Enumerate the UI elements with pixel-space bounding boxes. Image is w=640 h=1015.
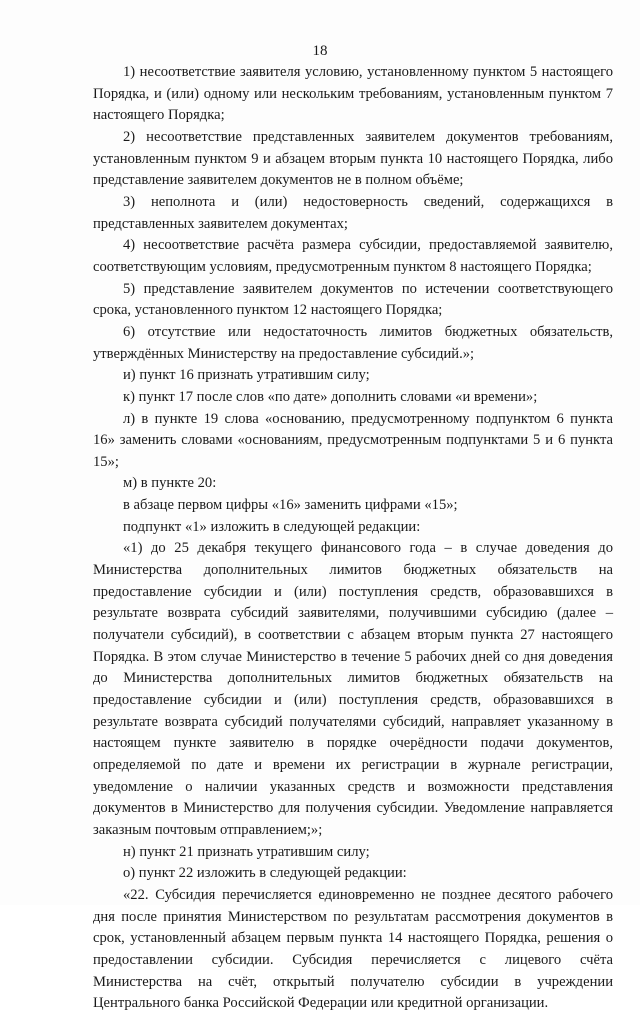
- paragraph-7: и) пункт 16 признать утратившим силу;: [123, 367, 370, 384]
- paragraph-12: подпункт «1» изложить в следующей редакции:: [123, 518, 421, 535]
- page-number: 18: [312, 43, 328, 59]
- paragraph-4: 4) несоответствие расчёта размера субсидии, предоставляемой заявителю, соответствующим условиям, предусмотренным пунктом 8 настоящего Порядка;: [93, 237, 613, 275]
- paragraph-15: о) пункт 22 изложить в следующей редакции:: [123, 865, 407, 882]
- paragraph-13: «1) до 25 декабря текущего финансового года – в случае доведения до Министерства дополнительных лимитов бюджетных обязательств на предоставление субсидии и (или) поступления средств, образовавшихся в результате возврата субсидий заявителями, получившими субсидию (далее – получатели субсидий), в соответствии с абзацем вторым пункта 27 настоящего Порядка. В этом случае Министерство в течение 5 рабочих дней со дня доведения до Министерства дополнительных лимитов бюджетных обязательств на предоставление субсидии и (или) поступления средств, образовавшихся в результате возврата субсидий получателями субсидий, направляет указанному в настоящем пункте заявителю в порядке очерёдности подачи документов, определяемой по дате и времени их регистрации в журнале регистрации, уведомление о наличии указанных средств и возможности представления документов в Министерство для получения субсидии. Уведомление направляется заказным почтовым отправлением;»;: [93, 540, 613, 838]
- paragraph-9: л) в пункте 19 слова «основанию, предусмотренному подпунктом 6 пункта 16» заменить словами «основаниям, предусмотренным подпунктами 5 и 6 пункта 15»;: [93, 410, 613, 470]
- paragraph-14: н) пункт 21 признать утратившим силу;: [123, 843, 370, 860]
- paragraph-1: 1) несоответствие заявителя условию, установленному пунктом 5 настоящего Порядка, и (или) одному или нескольким требованиям, установленным пунктом 7 настоящего Порядка;: [93, 64, 613, 124]
- paragraph-6: 6) отсутствие или недостаточность лимитов бюджетных обязательств, утверждённых Министерству на предоставление субсидий.»;: [93, 323, 613, 362]
- paragraph-10: м) в пункте 20:: [123, 475, 217, 492]
- paragraph-2: 2) несоответствие представленных заявителем документов требованиям, установленным пунктом 9 и абзацем вторым пункта 10 настоящего Порядка, либо представление заявителем документов не в полном объёме;: [93, 128, 613, 189]
- paragraph-16: «22. Субсидия перечисляется единовременно не позднее десятого рабочего дня после принятия Министерством по результатам рассмотрения документов в срок, установленный абзацем первым пункта 14 настоящего Порядка, решения о предоставлении субсидии. Субсидия перечисляется с лицевого счёта Министерства на счёт, открытый получателю субсидии в учреждении Центрального банка Российской Федерации или кредитной организации.: [93, 886, 613, 1012]
- document-body: [93, 62, 613, 1015]
- paragraph-11: в абзаце первом цифры «16» заменить цифрами «15»;: [123, 497, 458, 514]
- paragraph-3: 3) неполнота и (или) недостоверность сведений, содержащихся в представленных заявителем документах;: [93, 193, 613, 232]
- paragraph-8: к) пункт 17 после слов «по дате» дополнить словами «и времени»;: [123, 388, 538, 405]
- paragraph-5: 5) представление заявителем документов по истечении соответствующего срока, установленного пунктом 12 настоящего Порядка;: [93, 280, 613, 319]
